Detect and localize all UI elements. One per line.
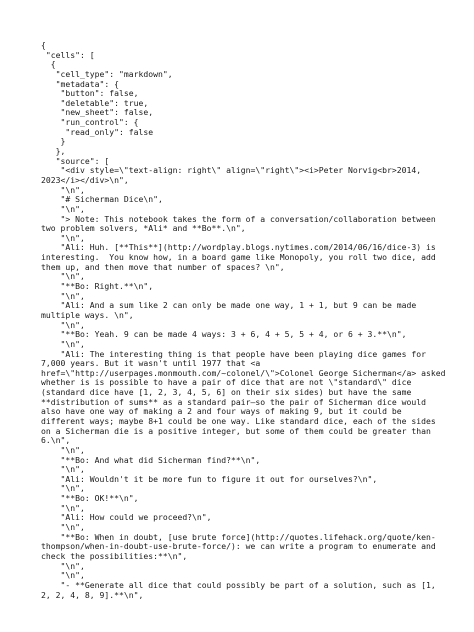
code-line: check the possibilities:**\n", — [41, 550, 188, 561]
code-line: { — [41, 59, 56, 70]
code-line: "Ali: Wouldn't it be more fun to figure it out for ourselves?\n", — [41, 473, 378, 484]
code-line: different ways; maybe 8+1 could be one way. Like standard dice, each of the sides — [41, 415, 436, 426]
code-line: { — [41, 40, 46, 50]
code-line: "metadata": { — [41, 78, 119, 89]
code-line: "**Bo: Right.**\n", — [41, 281, 154, 292]
code-line: "\n", — [41, 560, 85, 571]
code-line: "button": false, — [41, 88, 139, 99]
code-line: "cells": [ — [41, 49, 95, 60]
code-line: "source": [ — [41, 155, 110, 166]
code-line: multiple ways. \n", — [41, 309, 134, 320]
code-line: "**Bo: And what did Sicherman find?**\n", — [41, 454, 261, 465]
code-line: 2, 2, 4, 8, 9].**\n", — [41, 589, 144, 600]
code-line: them up, and then move that number of spaces? \n", — [41, 261, 285, 272]
code-line: "**Bo: OK!**\n", — [41, 493, 139, 504]
code-line: "\n", — [41, 502, 85, 513]
code-line: 7,000 years. But it wasn't until 1977 that <a — [41, 358, 261, 369]
code-line: "# Sicherman Dice\n", — [41, 194, 163, 205]
code-line: href=\"http://userpages.monmouth.com/~colonel/\">Colonel George Sicherman</a> asked — [41, 367, 446, 378]
code-line: "deletable": true, — [41, 97, 149, 108]
code-line: "- **Generate all dice that could possibly be part of a solution, such as [1, — [41, 579, 436, 590]
code-line: "\n", — [41, 271, 85, 282]
code-line: "\n", — [41, 483, 85, 494]
code-line: 6.\n", — [41, 435, 71, 446]
code-line: "Ali: The interesting thing is that people have been playing dice games for — [41, 348, 426, 359]
code-line: "read_only": false — [41, 126, 154, 137]
code-line: "new_sheet": false, — [41, 107, 154, 118]
code-line: "\n", — [41, 319, 85, 330]
code-line: "\n", — [41, 184, 85, 195]
code-line: (standard dice have [1, 2, 3, 4, 5, 6] on their six sides) but have the same — [41, 387, 412, 398]
code-line: **distribution of sums** as a standard pair–so the pair of Sicherman dice would — [41, 396, 426, 407]
code-line: also have one way of making a 2 and four ways of making 9, but it could be — [41, 406, 402, 417]
code-line: interesting. You know how, in a board game like Monopoly, you roll two dice, add — [41, 252, 436, 263]
code-line: on a Sicherman die is a positive integer, but some of them could be greater than — [41, 425, 431, 436]
code-line: "\n", — [41, 570, 85, 581]
code-line: "**Bo: Yeah. 9 can be made 4 ways: 3 + 6, 4 + 5, 5 + 4, or 6 + 3.**\n", — [41, 329, 407, 340]
code-line: "\n", — [41, 444, 85, 455]
code-line: "Ali: And a sum like 2 can only be made one way, 1 + 1, but 9 can be made — [41, 300, 417, 311]
notebook-json-source — [41, 40, 446, 600]
code-line: "Ali: Huh. [**This**](http://wordplay.blogs.nytimes.com/2014/06/16/dice-3) is — [41, 242, 436, 253]
code-line: "**Bo: When in doubt, [use brute force](http://quotes.lifehack.org/quote/ken- — [41, 531, 436, 542]
code-line: "> Note: This notebook takes the form of a conversation/collaboration between — [41, 213, 436, 224]
code-line: "Ali: How could we proceed?\n", — [41, 512, 212, 523]
code-line: two problem solvers, *Ali* and **Bo**.\n", — [41, 223, 246, 234]
code-line: thompson/when-in-doubt-use-brute-force/): we can write a program to enumerate and — [41, 541, 436, 552]
code-line: "cell_type": "markdown", — [41, 68, 173, 79]
code-line: }, — [41, 146, 66, 157]
code-line: whether is is possible to have a pair of dice that are not \"standard\" dice — [41, 377, 412, 388]
code-line: "\n", — [41, 232, 85, 243]
code-line: "<div style=\"text-align: right\" align=\"right\"><i>Peter Norvig<br>2014, — [41, 165, 422, 176]
code-line: "run_control": { — [41, 117, 139, 128]
code-line: "\n", — [41, 464, 85, 475]
code-line: "\n", — [41, 338, 85, 349]
code-line: } — [41, 136, 66, 147]
code-line: 2023</i></div>\n", — [41, 174, 129, 185]
code-line: "\n", — [41, 203, 85, 214]
code-line: "\n", — [41, 522, 85, 533]
code-line: "\n", — [41, 290, 85, 301]
